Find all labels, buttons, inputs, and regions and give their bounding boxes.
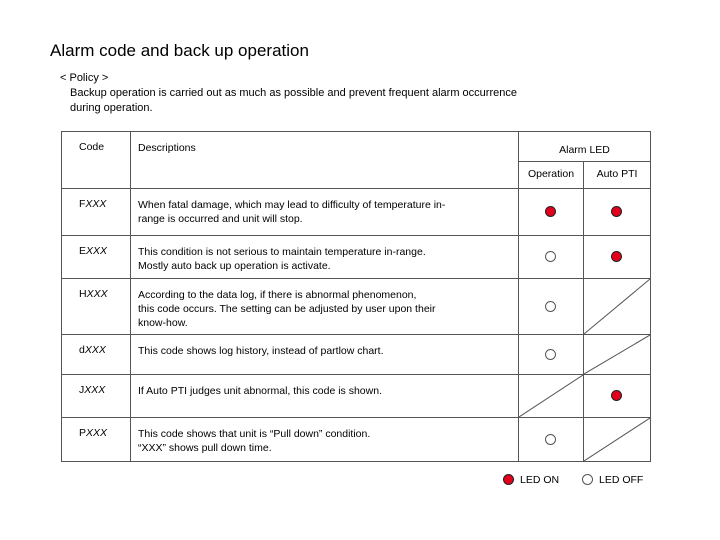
led-on-icon bbox=[611, 390, 622, 401]
table-row bbox=[62, 236, 651, 279]
led-off-icon bbox=[545, 349, 556, 360]
led-on-icon bbox=[503, 474, 514, 485]
policy-line-1: Backup operation is carried out as much as possible and prevent frequent alarm occurrence bbox=[70, 87, 517, 99]
description-cell bbox=[131, 418, 519, 462]
description-line-2: range is occurred and unit will stop. bbox=[138, 213, 303, 225]
auto-pti-led-cell bbox=[584, 279, 651, 335]
operation-led-cell bbox=[519, 375, 584, 418]
legend-led-off bbox=[582, 474, 643, 486]
description-line-1: This condition is not serious to maintain temperature in-range. bbox=[138, 246, 426, 258]
description-cell bbox=[131, 335, 519, 375]
auto-pti-led-cell bbox=[584, 375, 651, 418]
code-prefix: J bbox=[79, 384, 85, 396]
code-cell bbox=[62, 236, 131, 279]
description-cell bbox=[131, 189, 519, 236]
legend-on-label: LED ON bbox=[520, 474, 560, 486]
description-line-2: this code occurs. The setting can be adjusted by user upon their bbox=[138, 303, 436, 315]
led-off-icon bbox=[545, 434, 556, 445]
description-cell bbox=[131, 279, 519, 335]
legend-led-on bbox=[503, 474, 559, 486]
operation-led-cell bbox=[519, 236, 584, 279]
code-suffix: XXX bbox=[84, 384, 106, 396]
led-off-icon bbox=[545, 251, 556, 262]
auto-pti-led-cell bbox=[584, 418, 651, 462]
description-line-1: This code shows that unit is “Pull down” condition. bbox=[138, 428, 371, 440]
description-line-2: “XXX” shows pull down time. bbox=[138, 442, 272, 454]
code-cell bbox=[62, 279, 131, 335]
header-operation: Operation bbox=[519, 162, 584, 189]
policy-block bbox=[60, 71, 517, 116]
code-cell bbox=[62, 335, 131, 375]
operation-led-cell bbox=[519, 189, 584, 236]
code-prefix: H bbox=[79, 288, 87, 300]
policy-heading: < Policy > bbox=[60, 72, 109, 84]
not-applicable-slash bbox=[584, 279, 650, 334]
description-line-1: This code shows log history, instead of partlow chart. bbox=[138, 345, 384, 357]
led-on-icon bbox=[545, 206, 556, 217]
led-off-icon bbox=[582, 474, 593, 485]
code-suffix: XXX bbox=[86, 245, 108, 257]
code-prefix: E bbox=[79, 245, 87, 257]
code-cell bbox=[62, 418, 131, 462]
header-alarm-led: Alarm LED bbox=[519, 132, 651, 162]
table-row bbox=[62, 279, 651, 335]
description-cell bbox=[131, 236, 519, 279]
auto-pti-led-cell bbox=[584, 335, 651, 375]
table-row bbox=[62, 335, 651, 375]
description-line-1: According to the data log, if there is abnormal phenomenon, bbox=[138, 289, 417, 301]
legend-off-label: LED OFF bbox=[599, 474, 644, 486]
code-prefix: P bbox=[79, 427, 87, 439]
auto-pti-led-cell bbox=[584, 189, 651, 236]
code-prefix: F bbox=[79, 198, 86, 210]
code-suffix: XXX bbox=[86, 427, 108, 439]
code-prefix: d bbox=[79, 344, 85, 356]
page-title: Alarm code and back up operation bbox=[50, 41, 309, 60]
code-suffix: XXX bbox=[85, 198, 107, 210]
policy-line-2: during operation. bbox=[70, 102, 153, 114]
header-auto-pti: Auto PTI bbox=[584, 162, 651, 189]
table-row bbox=[62, 418, 651, 462]
description-line-1: When fatal damage, which may lead to difficulty of temperature in- bbox=[138, 199, 446, 211]
description-line-3: know-how. bbox=[138, 317, 188, 329]
code-suffix: XXX bbox=[86, 288, 108, 300]
led-on-icon bbox=[611, 251, 622, 262]
operation-led-cell bbox=[519, 335, 584, 375]
description-cell bbox=[131, 375, 519, 418]
code-suffix: XXX bbox=[84, 344, 106, 356]
code-cell bbox=[62, 375, 131, 418]
header-code: Code bbox=[62, 132, 131, 189]
operation-led-cell bbox=[519, 418, 584, 462]
alarm-code-table bbox=[61, 131, 651, 462]
not-applicable-slash bbox=[519, 375, 583, 417]
description-line-1: If Auto PTI judges unit abnormal, this code is shown. bbox=[138, 385, 382, 397]
table-row bbox=[62, 375, 651, 418]
not-applicable-slash bbox=[584, 418, 650, 461]
not-applicable-slash bbox=[584, 335, 650, 374]
header-descriptions: Descriptions bbox=[131, 132, 519, 189]
operation-led-cell bbox=[519, 279, 584, 335]
led-off-icon bbox=[545, 301, 556, 312]
led-on-icon bbox=[611, 206, 622, 217]
description-line-2: Mostly auto back up operation is activate. bbox=[138, 260, 331, 272]
table-row bbox=[62, 189, 651, 236]
auto-pti-led-cell bbox=[584, 236, 651, 279]
code-cell bbox=[62, 189, 131, 236]
